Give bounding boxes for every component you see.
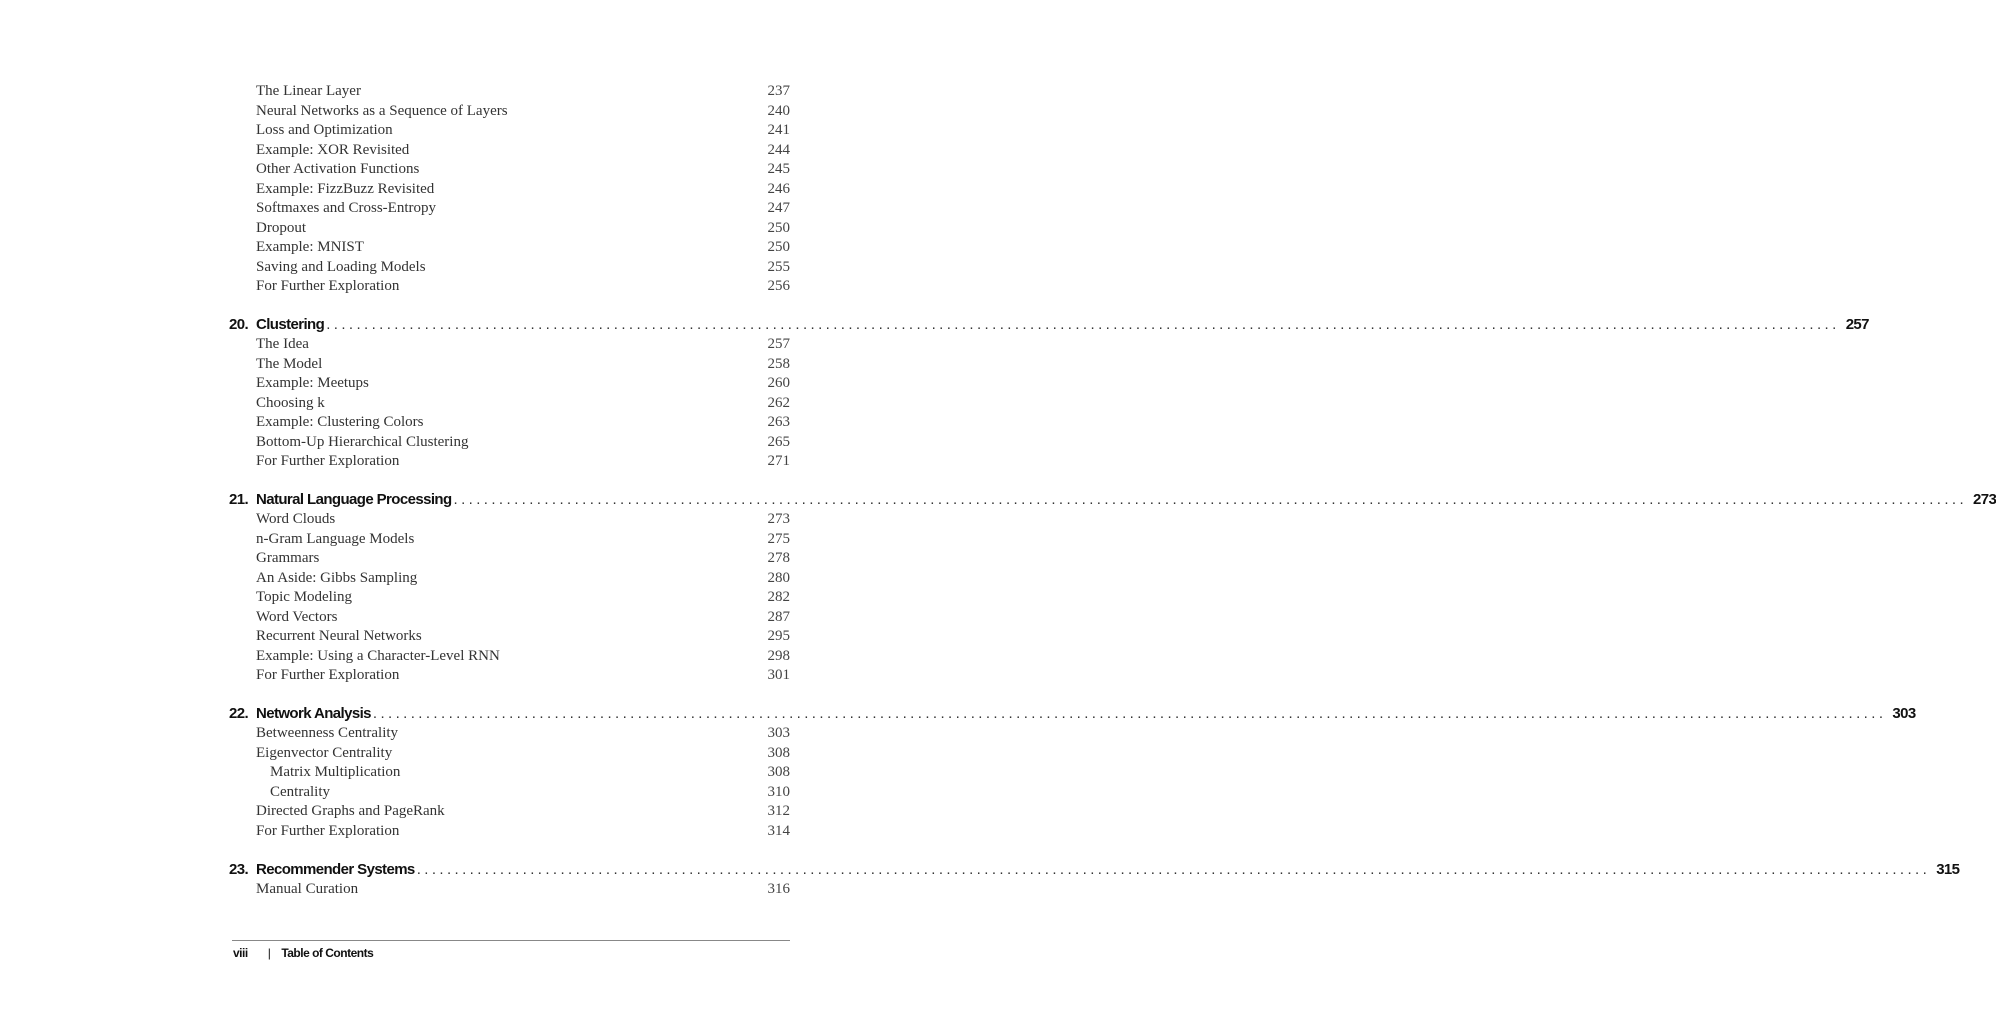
footer-section-title: Table of Contents (281, 946, 374, 960)
toc-entry-page: 316 (767, 880, 790, 897)
toc-entry[interactable] (229, 549, 790, 569)
toc-entry-title: Choosing k (256, 394, 325, 411)
toc-entry-title: Example: MNIST (256, 239, 364, 255)
toc-entry-page: 312 (767, 803, 790, 819)
toc-entry[interactable] (229, 121, 790, 141)
toc-entry-title: For Further Exploration (256, 667, 400, 683)
toc-entry[interactable] (229, 783, 790, 803)
toc-entry-page: 273 (767, 511, 790, 527)
toc-entry-page: 271 (767, 453, 790, 469)
chapter-title: Network Analysis (256, 705, 371, 722)
toc-entry-title: Bottom-Up Hierarchical Clustering (256, 433, 469, 450)
toc-entry-page: 258 (767, 355, 790, 372)
toc-entry-page: 301 (767, 667, 790, 683)
toc-entry[interactable] (229, 355, 790, 375)
toc-entry-page: 282 (767, 589, 790, 605)
toc-entry[interactable] (229, 452, 790, 472)
chapter-heading[interactable] (229, 490, 1996, 510)
toc-entry[interactable] (229, 180, 790, 200)
footer-page-number: viii (233, 946, 248, 960)
toc-entry-page: 263 (767, 414, 790, 430)
toc-entry[interactable] (229, 510, 790, 530)
chapter-heading[interactable] (229, 704, 1916, 724)
toc-entry[interactable] (229, 82, 790, 102)
toc-entry-title: Centrality (270, 783, 330, 800)
chapter-page: 273 (1973, 491, 1996, 508)
toc-entry[interactable] (229, 880, 790, 900)
page-footer (233, 945, 373, 961)
chapter-title: Natural Language Processing (256, 491, 452, 508)
toc-entry-title: Eigenvector Centrality (256, 744, 393, 761)
chapter-page: 315 (1936, 860, 1960, 878)
chapter-number: 23. (229, 860, 249, 878)
toc-entry-title: Example: Clustering Colors (256, 414, 424, 430)
toc-entry-page: 256 (767, 278, 790, 294)
toc-entry[interactable] (229, 413, 790, 433)
toc-entry-title: Grammars (256, 550, 320, 566)
toc-entry[interactable] (229, 277, 790, 297)
table-of-contents (229, 82, 1996, 899)
toc-entry-page: 244 (767, 141, 790, 158)
toc-entry-title: For Further Exploration (256, 453, 400, 469)
toc-entry-title: For Further Exploration (256, 278, 400, 294)
toc-entry-title: Topic Modeling (256, 589, 353, 605)
chapter-number: 22. (229, 705, 249, 722)
footer-rule (232, 940, 790, 941)
toc-entry-page: 241 (767, 122, 790, 138)
toc-entry-page: 257 (767, 336, 790, 352)
toc-entry-page: 250 (767, 219, 790, 236)
toc-entry[interactable] (229, 199, 790, 219)
chapter-page: 257 (1845, 316, 1869, 333)
chapter-number: 21. (229, 491, 249, 508)
toc-entry-title: Word Vectors (256, 608, 338, 625)
toc-entry-page: 250 (767, 239, 790, 255)
toc-entry-page: 255 (767, 258, 790, 275)
toc-entry[interactable] (229, 394, 790, 414)
chapter-number: 20. (229, 316, 249, 333)
toc-entry[interactable] (229, 530, 790, 550)
footer-separator: | (267, 946, 271, 960)
toc-entry-title: The Model (256, 355, 323, 372)
toc-entry[interactable] (229, 374, 790, 394)
toc-entry[interactable] (229, 219, 790, 239)
toc-entry-page: 275 (767, 530, 790, 547)
toc-entry-title: For Further Exploration (256, 822, 400, 839)
toc-entry-page: 308 (767, 744, 790, 761)
dot-leader: ........................................................................................................................................................................................................ (453, 491, 1968, 508)
toc-entry-title: Matrix Multiplication (270, 764, 401, 780)
chapter-title: Clustering (256, 316, 325, 333)
toc-entry[interactable] (229, 102, 790, 122)
toc-entry-title: Neural Networks as a Sequence of Layers (256, 102, 508, 119)
chapter-heading[interactable] (229, 315, 1869, 335)
toc-entry-page: 287 (767, 608, 790, 625)
toc-entry-page: 308 (767, 764, 790, 780)
dot-leader: ........................................................................................................................................................................................................ (416, 860, 1931, 878)
toc-entry-page: 240 (767, 102, 790, 119)
toc-entry[interactable] (229, 802, 790, 822)
toc-entry-page: 265 (767, 433, 790, 450)
toc-entry[interactable] (229, 433, 790, 453)
toc-entry-page: 260 (767, 375, 790, 391)
toc-entry-page: 314 (767, 822, 790, 839)
toc-entry[interactable] (229, 744, 790, 764)
toc-entry[interactable] (229, 588, 790, 608)
toc-entry-title: Manual Curation (256, 880, 359, 897)
toc-entry-title: Recurrent Neural Networks (256, 628, 422, 644)
toc-entry-title: Betweenness Centrality (256, 725, 399, 741)
toc-entry[interactable] (229, 160, 790, 180)
toc-entry-page: 246 (767, 180, 790, 197)
toc-entry-title: Example: FizzBuzz Revisited (256, 180, 435, 197)
toc-entry-title: The Idea (256, 336, 309, 352)
chapter-page: 303 (1892, 705, 1916, 722)
toc-entry[interactable] (229, 335, 790, 355)
toc-entry[interactable] (229, 238, 790, 258)
toc-entry-title: n-Gram Language Models (256, 530, 415, 547)
toc-entry-title: Directed Graphs and PageRank (256, 803, 445, 819)
dot-leader: ........................................................................................................................................................................................................ (372, 705, 1887, 722)
toc-entry-title: Word Clouds (256, 511, 336, 527)
toc-entry-title: Example: Using a Character-Level RNN (256, 647, 500, 664)
toc-entry-page: 247 (767, 200, 790, 216)
toc-entry-page: 237 (767, 83, 790, 99)
toc-entry-title: Saving and Loading Models (256, 258, 426, 275)
toc-entry[interactable] (229, 666, 790, 686)
toc-entry[interactable] (229, 258, 790, 278)
toc-entry-page: 280 (767, 569, 790, 586)
toc-entry-page: 262 (767, 394, 790, 411)
toc-entry[interactable] (229, 822, 790, 842)
toc-entry-page: 295 (767, 628, 790, 644)
chapter-title: Recommender Systems (256, 860, 415, 878)
toc-entry[interactable] (229, 608, 790, 628)
chapter-heading[interactable] (229, 860, 1960, 880)
toc-entry-title: The Linear Layer (256, 83, 361, 99)
toc-entry-page: 245 (767, 161, 790, 177)
dot-leader: ........................................................................................................................................................................................................ (326, 316, 1840, 333)
toc-entry[interactable] (229, 627, 790, 647)
toc-entry-title: An Aside: Gibbs Sampling (256, 569, 418, 586)
toc-entry-title: Example: Meetups (256, 375, 369, 391)
toc-entry-title: Softmaxes and Cross-Entropy (256, 200, 436, 216)
toc-entry[interactable] (229, 141, 790, 161)
toc-entry-title: Other Activation Functions (256, 161, 420, 177)
toc-entry[interactable] (229, 763, 790, 783)
toc-entry-page: 278 (767, 550, 790, 566)
toc-entry-page: 310 (767, 783, 790, 800)
toc-entry-title: Example: XOR Revisited (256, 141, 410, 158)
toc-entry[interactable] (229, 569, 790, 589)
toc-entry-title: Loss and Optimization (256, 122, 393, 138)
toc-entry-page: 303 (767, 725, 790, 741)
toc-entry-page: 298 (767, 647, 790, 664)
toc-entry[interactable] (229, 647, 790, 667)
toc-entry-title: Dropout (256, 219, 306, 236)
toc-entry[interactable] (229, 724, 790, 744)
